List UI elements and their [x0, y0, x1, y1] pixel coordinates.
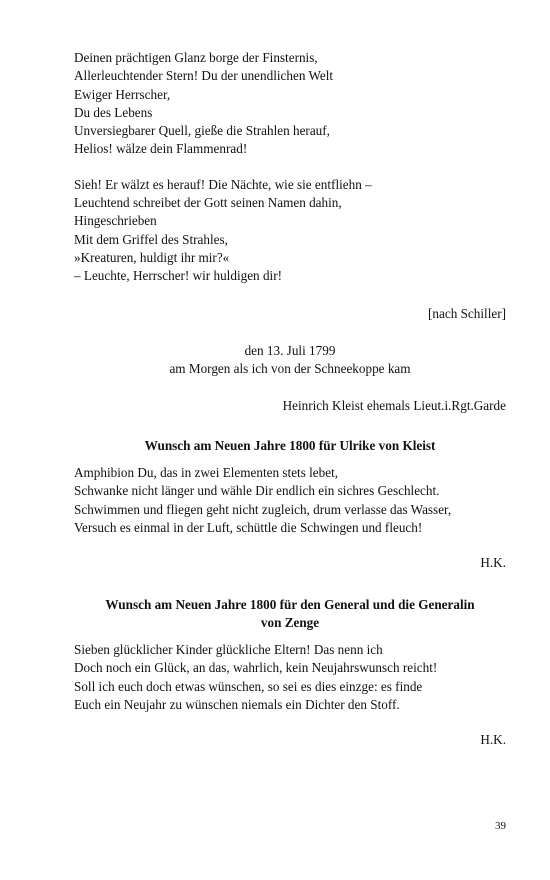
page-number: 39 — [495, 820, 506, 832]
source-note: [nach Schiller] — [428, 305, 506, 321]
poem-1-initials: H.K. — [480, 555, 506, 571]
verse-line: Soll ich euch doch etwas wünschen, so sei es dies einzge: es finde — [74, 678, 423, 694]
date-block — [74, 342, 506, 379]
poem-2-body — [74, 641, 506, 714]
verse-line: Unversiegbarer Quell, gieße die Strahlen herauf, — [74, 123, 330, 139]
date-line: den 13. Juli 1799 — [244, 342, 336, 358]
poem-title: Wunsch am Neuen Jahre 1800 für Ulrike von Kleist — [144, 437, 436, 453]
verse-line: Hingeschrieben — [74, 213, 157, 229]
page-content — [74, 49, 506, 750]
verse-line: Doch noch ein Glück, an das, wahrlich, kein Neujahrswunsch reicht! — [74, 660, 438, 676]
verse-line: Sieh! Er wälzt es herauf! Die Nächte, wie sie entfliehn – — [74, 176, 372, 192]
verse-line: Schwimmen und fliegen geht nicht zugleich, drum verlasse das Wasser, — [74, 501, 452, 517]
stanza-2 — [74, 176, 506, 286]
signature: Heinrich Kleist ehemals Lieut.i.Rgt.Garde — [282, 398, 506, 414]
verse-line: Helios! wälze dein Flammenrad! — [74, 141, 248, 157]
verse-line: »Kreaturen, huldigt ihr mir?« — [74, 249, 230, 265]
poem-title-line: Wunsch am Neuen Jahre 1800 für den General und die Generalin — [105, 596, 475, 612]
poem-title-line: von Zenge — [260, 614, 320, 630]
date-line: am Morgen als ich von der Schneekoppe kam — [169, 361, 411, 377]
verse-line: Du des Lebens — [74, 104, 153, 120]
verse-line: – Leuchte, Herrscher! wir huldigen dir! — [74, 268, 282, 284]
poem-title — [74, 596, 506, 633]
verse-line: Sieben glücklicher Kinder glückliche Eltern! Das nenn ich — [74, 642, 383, 658]
stanza-1 — [74, 49, 506, 159]
verse-line: Amphibion Du, das in zwei Elementen stets lebet, — [74, 465, 339, 481]
stanza-gap — [74, 159, 506, 176]
poem-1-body — [74, 464, 506, 537]
verse-line: Schwanke nicht länger und wähle Dir endlich ein sichres Geschlecht. — [74, 483, 440, 499]
verse-line: Mit dem Griffel des Strahles, — [74, 231, 228, 247]
verse-line: Allerleuchtender Stern! Du der unendlichen Welt — [74, 68, 334, 84]
verse-line: Euch ein Neujahr zu wünschen niemals ein Dichter den Stoff. — [74, 697, 400, 713]
verse-line: Deinen prächtigen Glanz borge der Finsternis, — [74, 50, 318, 65]
verse-line: Ewiger Herrscher, — [74, 86, 171, 102]
poem-2-initials: H.K. — [480, 732, 506, 748]
verse-line: Versuch es einmal in der Luft, schüttle die Schwingen und fleuch! — [74, 519, 423, 535]
verse-line: Leuchtend schreibet der Gott seinen Namen dahin, — [74, 195, 342, 211]
